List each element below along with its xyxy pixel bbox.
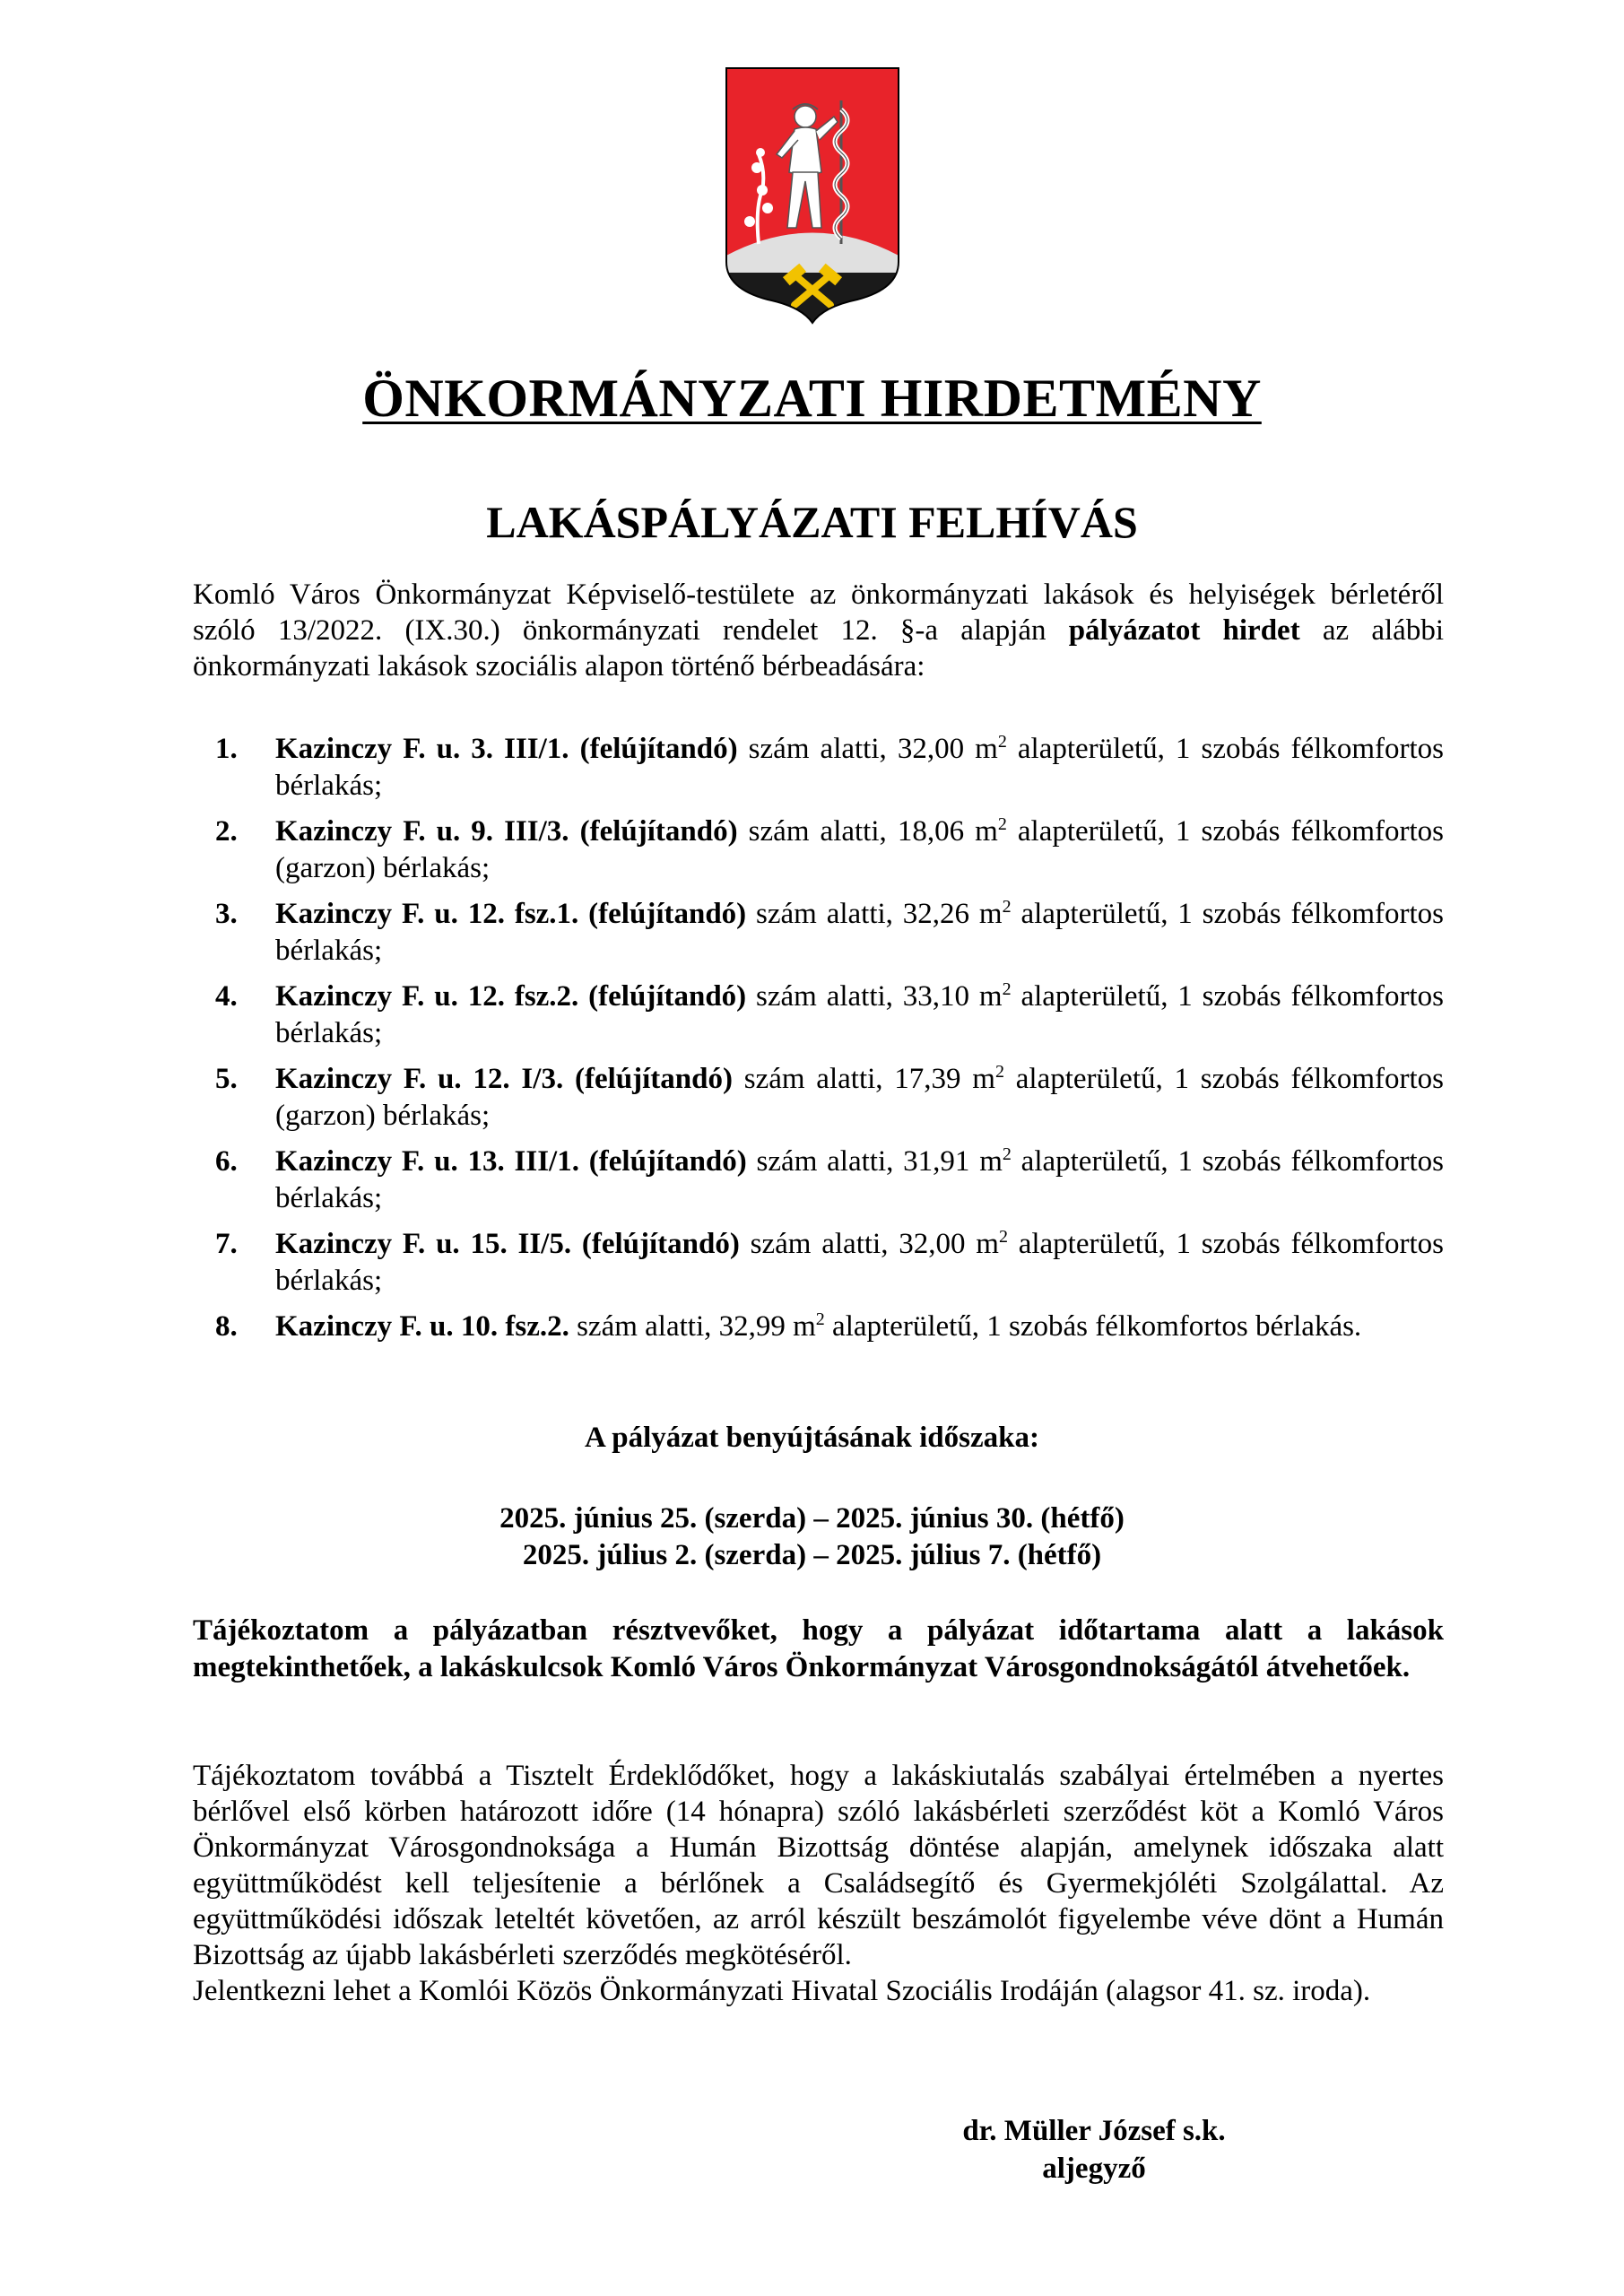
signature-name: dr. Müller József s.k.: [962, 2115, 1226, 2147]
item-status: (felújítandó): [571, 1228, 740, 1260]
item-number: 1.: [215, 733, 238, 765]
item-area-unit: 2: [997, 732, 1007, 752]
item-description: alapterületű, 1 szobás félkomfortos bérlakás;: [275, 1228, 1444, 1297]
item-description: alapterületű, 1 szobás félkomfortos bérlakás;: [275, 980, 1444, 1049]
coat-of-arms-icon: [723, 65, 902, 325]
item-area: szám alatti, 18,06 m: [737, 815, 998, 848]
item-area-unit: 2: [1002, 979, 1012, 999]
item-area: szám alatti, 32,00 m: [739, 1228, 999, 1260]
item-area-unit: 2: [1002, 897, 1012, 917]
signature-role: aljegyző: [1042, 2152, 1146, 2185]
item-description: alapterületű, 1 szobás félkomfortos bérlakás;: [275, 1145, 1444, 1214]
page-subtitle: LAKÁSPÁLYÁZATI FELHÍVÁS: [486, 497, 1138, 547]
item-area-unit: 2: [998, 1227, 1008, 1247]
item-status: (felújítandó): [578, 1145, 747, 1178]
item-number: 2.: [215, 815, 238, 848]
item-area-unit: 2: [997, 814, 1007, 834]
item-address: Kazinczy F. u. 15. II/5.: [275, 1228, 572, 1260]
item-description: alapterületű, 1 szobás félkomfortos bérlakás.: [824, 1310, 1362, 1343]
item-address: Kazinczy F. u. 12. I/3.: [275, 1063, 564, 1095]
item-address: Kazinczy F. u. 3. III/1.: [275, 733, 569, 765]
item-status: (felújítandó): [563, 1063, 733, 1095]
info-section: [193, 1758, 1444, 2009]
item-area: szám alatti, 32,00 m: [737, 733, 998, 765]
item-description: alapterületű, 1 szobás félkomfortos (garzon) bérlakás;: [275, 815, 1444, 884]
item-number: 3.: [215, 898, 238, 930]
list-item: [193, 1226, 1444, 1300]
item-number: 7.: [215, 1228, 238, 1260]
notice-paragraph: Tájékoztatom a pályázatban résztvevőket, hogy a pályázat időtartama alatt a lakások megtekinthetőek, a lakáskulcsok Komló Város Önkormányzat Városgondnokságától átvehetőek.: [193, 1614, 1444, 1683]
apartment-list: [193, 731, 1444, 1354]
item-number: 4.: [215, 980, 238, 1013]
item-area-unit: 2: [994, 1062, 1004, 1082]
signature-block: [933, 2112, 1255, 2187]
info-paragraph-1: Tájékoztatom továbbá a Tisztelt Érdeklődőket, hogy a lakáskiutalás szabályai értelmében a nyertes bérlővel első körben határozott időre (14 hónapra) szóló lakásbérleti szerződést köt a Komló Város Önkormányzat Városgondnoksága a Humán Bizottság döntése alapján, amelynek időszaka alatt együttműködést kell teljesítenie a bérlőnek a Családsegítő és Gyermekjóléti Szolgálattal. Az együttműködési időszak leteltét követően, az arról készült beszámolót figyelembe véve dönt a Humán Bizottság az újabb lakásbérleti szerződés megkötéséről.: [193, 1760, 1444, 1971]
intro-bold: pályázatot hirdet: [1068, 614, 1300, 647]
period-title: A pályázat benyújtásának időszaka:: [584, 1422, 1039, 1454]
list-item: [193, 1309, 1444, 1345]
item-address: Kazinczy F. u. 9. III/3.: [275, 815, 569, 848]
item-area: szám alatti, 31,91 m: [746, 1145, 1003, 1178]
item-status: (felújítandó): [578, 898, 747, 930]
list-item: [193, 1144, 1444, 1217]
item-address: Kazinczy F. u. 12. fsz.1.: [275, 898, 579, 930]
period-line-1: 2025. június 25. (szerda) – 2025. június 30. (hétfő): [499, 1502, 1125, 1535]
item-number: 6.: [215, 1145, 238, 1178]
intro-text-2: az alábbi önkormányzati lakások szociális alapon történő bérbeadására:: [193, 614, 1444, 683]
item-address: Kazinczy F. u. 10. fsz.2.: [275, 1310, 569, 1343]
intro-text-1: Komló Város Önkormányzat Képviselő-testülete az önkormányzati lakások és helyiségek bérletéről szóló 13/2022. (IX.30.) önkormányzati rendelet 12. §-a alapján: [193, 578, 1444, 647]
info-paragraph-2: Jelentkezni lehet a Komlói Közös Önkormányzati Hivatal Szociális Irodáján (alagsor 41. sz. iroda).: [193, 1975, 1371, 2007]
item-number: 5.: [215, 1063, 238, 1095]
intro-paragraph: [193, 577, 1444, 684]
item-area: szám alatti, 32,26 m: [746, 898, 1003, 930]
period-line-2: 2025. július 2. (szerda) – 2025. július 7. (hétfő): [522, 1539, 1102, 1571]
item-area: szám alatti, 17,39 m: [732, 1063, 995, 1095]
page-title: [0, 366, 1624, 430]
item-status: (felújítandó): [578, 980, 747, 1013]
list-item: [193, 896, 1444, 970]
list-item: [193, 978, 1444, 1052]
item-area: szám alatti, 32,99 m: [569, 1310, 816, 1343]
item-status: (felújítandó): [569, 733, 738, 765]
page-title-text: ÖNKORMÁNYZATI HIRDETMÉNY: [362, 369, 1262, 428]
item-area-unit: 2: [1002, 1144, 1012, 1164]
period-dates: [0, 1500, 1624, 1574]
item-address: Kazinczy F. u. 12. fsz.2.: [275, 980, 579, 1013]
list-item: [193, 1061, 1444, 1135]
item-number: 8.: [215, 1310, 238, 1343]
item-status: (felújítandó): [569, 815, 738, 848]
item-description: alapterületű, 1 szobás félkomfortos bérlakás;: [275, 898, 1444, 967]
item-description: alapterületű, 1 szobás félkomfortos (garzon) bérlakás;: [275, 1063, 1444, 1132]
item-area: szám alatti, 33,10 m: [746, 980, 1003, 1013]
item-area-unit: 2: [815, 1309, 825, 1329]
item-address: Kazinczy F. u. 13. III/1.: [275, 1145, 579, 1178]
list-item: [193, 731, 1444, 804]
item-description: alapterületű, 1 szobás félkomfortos bérlakás;: [275, 733, 1444, 802]
list-item: [193, 813, 1444, 887]
